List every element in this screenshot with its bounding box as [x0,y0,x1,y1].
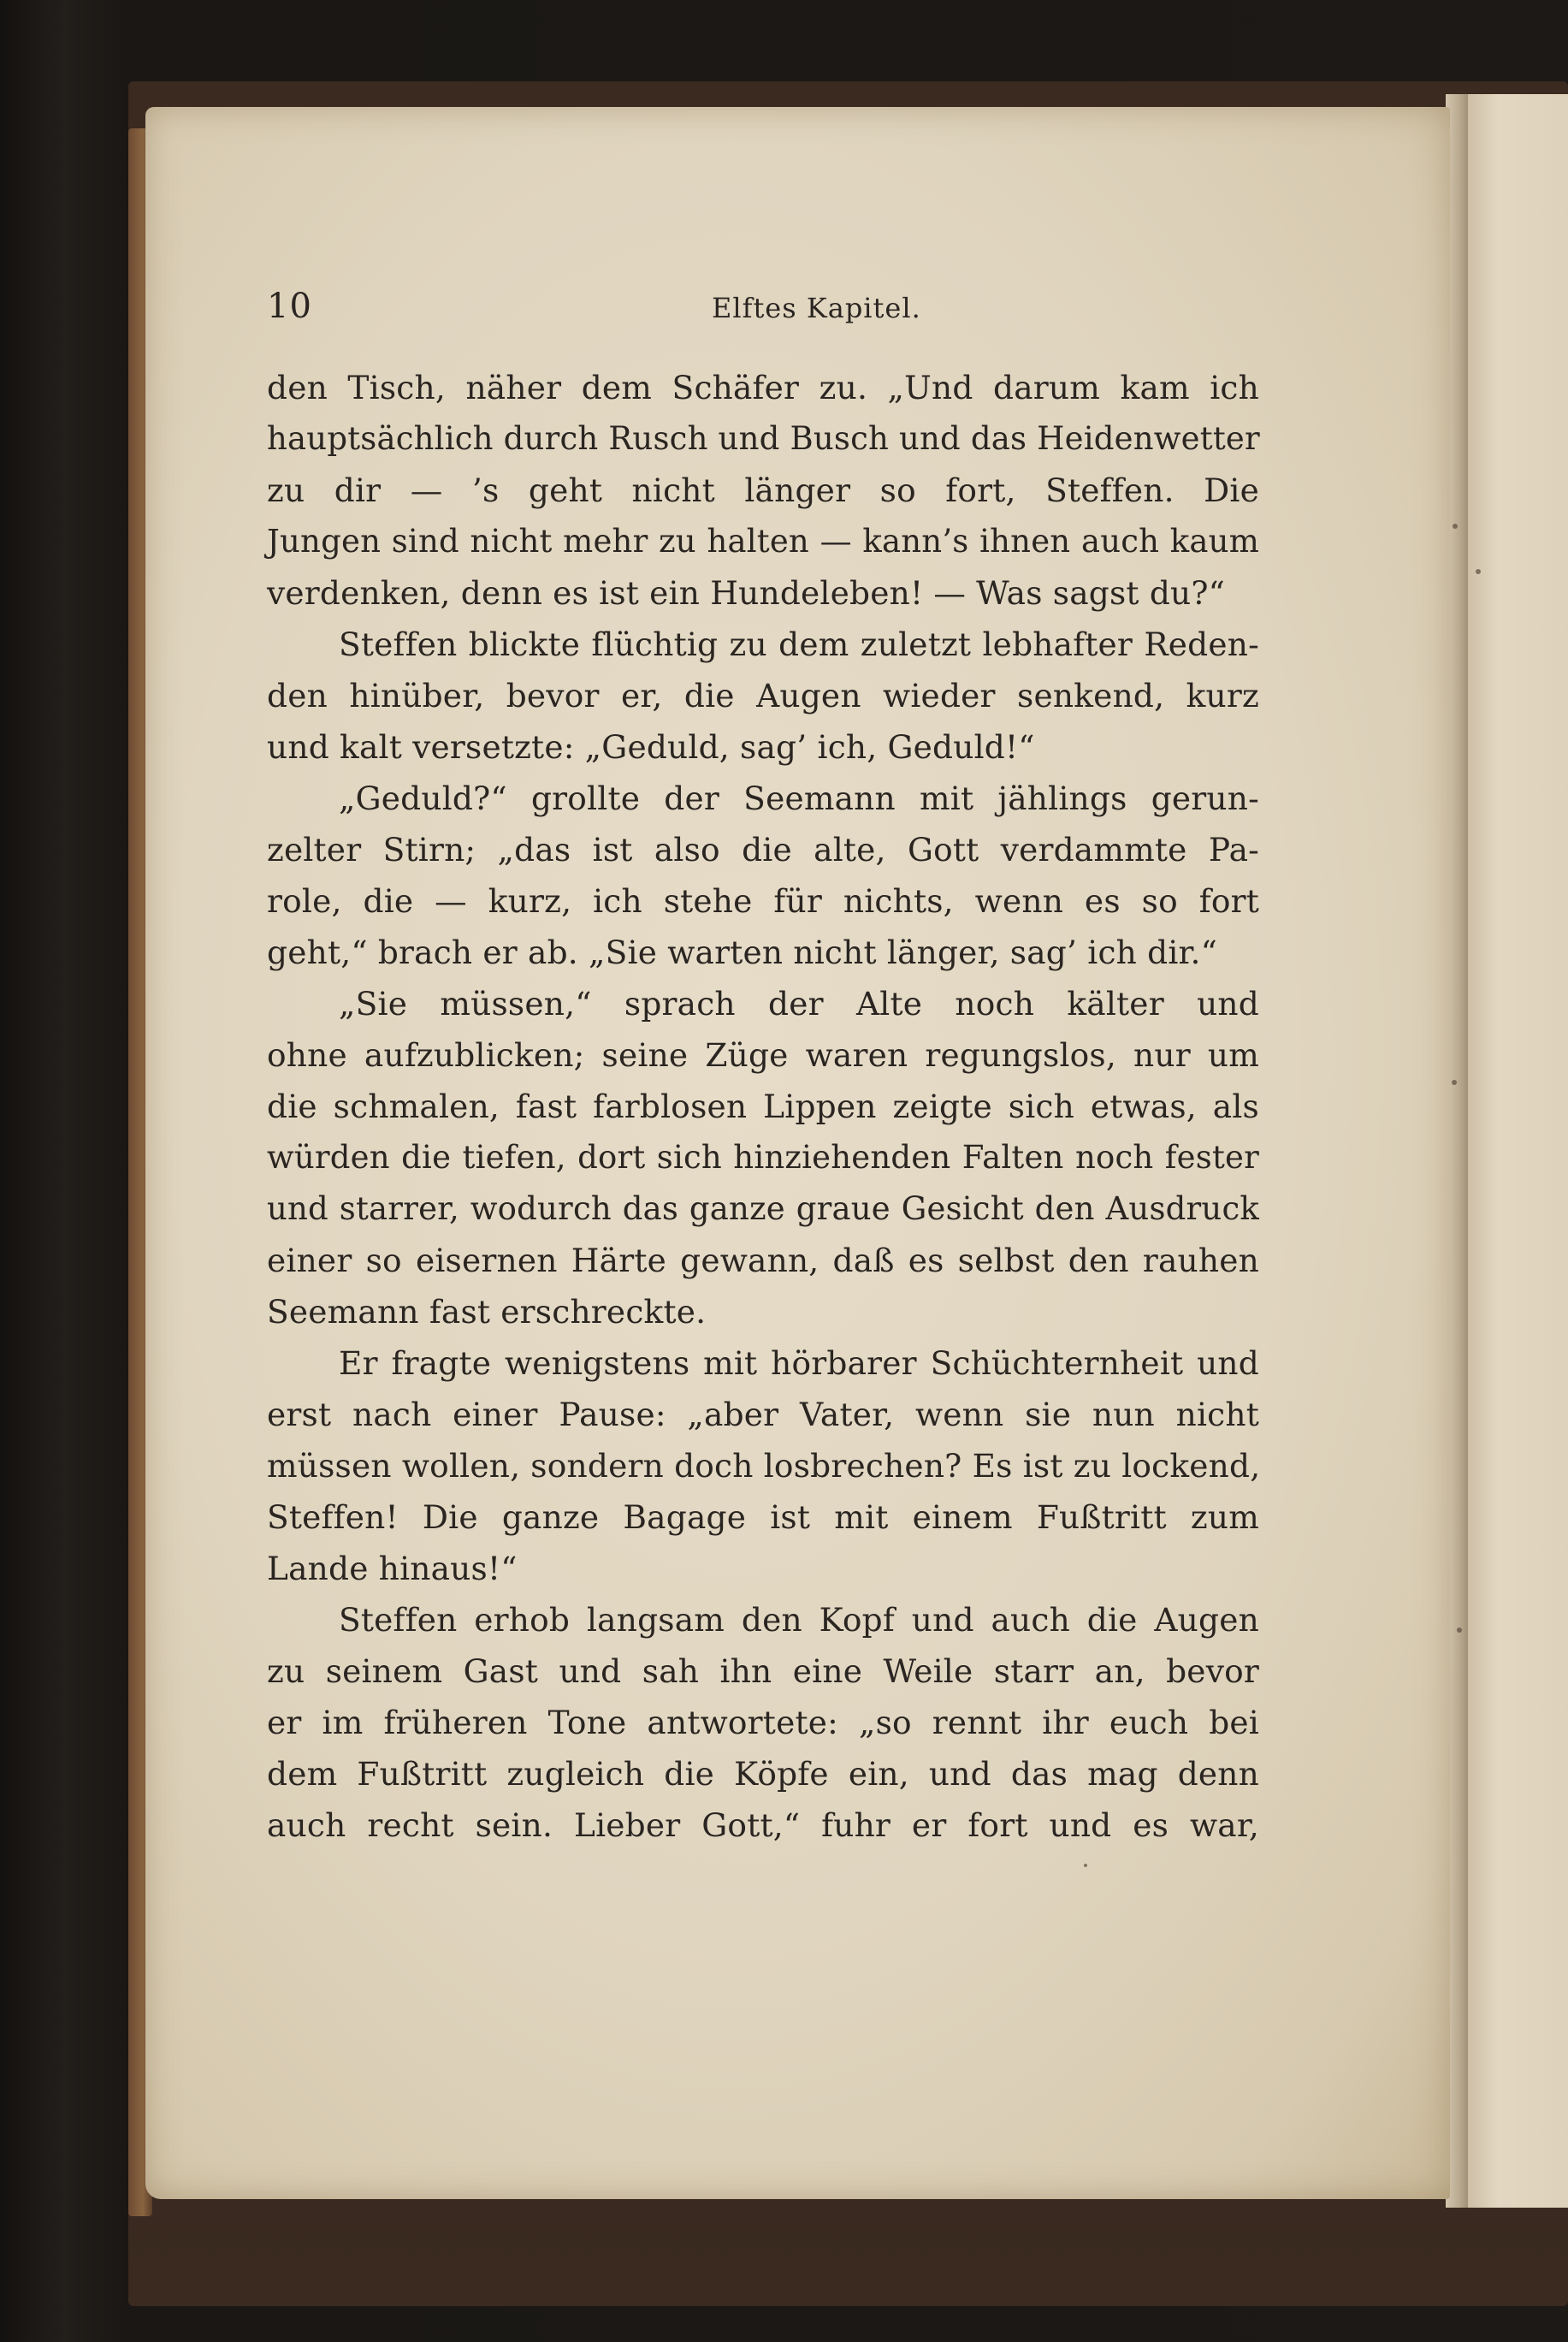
text-line: müssen wollen, sondern doch losbrechen? Es ist zu lockend, [267,1447,1261,1485]
text-line: Lande hinaus!“ [267,1550,518,1587]
text-line: hauptsächlich durch Rusch und Busch und das Heidenwetter [267,420,1260,457]
text-line: ohne aufzublicken; seine Züge waren regungslos, nur um [267,1036,1259,1074]
page-header [267,287,1259,338]
facing-page-edge [1464,94,1568,2208]
paper-speck [1476,569,1481,574]
text-line: und kalt versetzte: „Geduld, sag’ ich, Geduld!“ [267,728,1035,766]
text-line: „Geduld?“ grollte der Seemann mit jählings gerun- [339,780,1259,817]
running-title: Elftes Kapitel. [712,292,921,324]
text-line: verdenken, denn es ist ein Hundeleben! — Was sagst du?“ [267,574,1226,612]
text-line: die schmalen, fast farblosen Lippen zeigte sich etwas, als [267,1088,1259,1125]
paper-speck [1453,524,1458,529]
text-line: Steffen! Die ganze Bagage ist mit einem Fußtritt zum [267,1498,1259,1536]
paper-speck [1452,1080,1457,1085]
text-line: zelter Stirn; „das ist also die alte, Gott verdammte Pa- [267,831,1259,869]
text-line: zu dir — ’s geht nicht länger so fort, Steffen. Die [267,471,1259,509]
text-line: role, die — kurz, ich stehe für nichts, wenn es so fort [267,882,1259,920]
text-line: auch recht sein. Lieber Gott,“ fuhr er fort und es war, [267,1806,1259,1844]
text-line: „Sie müssen,“ sprach der Alte noch kälter und [339,985,1259,1023]
text-line: den hinüber, bevor er, die Augen wieder senkend, kurz [267,677,1259,714]
text-line: Steffen erhob langsam den Kopf und auch die Augen [339,1601,1259,1639]
text-line: Steffen blickte flüchtig zu dem zuletzt lebhafter Reden- [339,626,1259,663]
paper-speck [1084,1864,1087,1867]
page-number: 10 [267,287,312,326]
text-line: er im früheren Tone antwortete: „so rennt ihr euch bei [267,1704,1259,1741]
text-line: den Tisch, näher dem Schäfer zu. „Und darum kam ich [267,369,1259,406]
text-block [267,287,1259,1851]
text-line: erst nach einer Pause: „aber Vater, wenn sie nun nicht [267,1396,1259,1433]
body-text [267,362,1259,1851]
paper-speck [1457,1628,1462,1633]
text-line: und starrer, wodurch das ganze graue Gesicht den Ausdruck [267,1190,1259,1227]
text-line: Jungen sind nicht mehr zu halten — kann’s ihnen auch kaum [267,523,1259,560]
text-line: Er fragte wenigstens mit hörbarer Schüchternheit und [339,1344,1259,1382]
text-line: zu seinem Gast und sah ihn eine Weile starr an, bevor [267,1652,1259,1690]
text-line: geht,“ brach er ab. „Sie warten nicht länger, sag’ ich dir.“ [267,934,1218,971]
text-line: Seemann fast erschreckte. [267,1293,707,1331]
text-line: einer so eisernen Härte gewann, daß es selbst den rauhen [267,1242,1259,1279]
text-line: dem Fußtritt zugleich die Köpfe ein, und das mag denn [267,1755,1259,1793]
text-line: würden die tiefen, dort sich hinziehenden Falten noch fester [267,1139,1259,1176]
